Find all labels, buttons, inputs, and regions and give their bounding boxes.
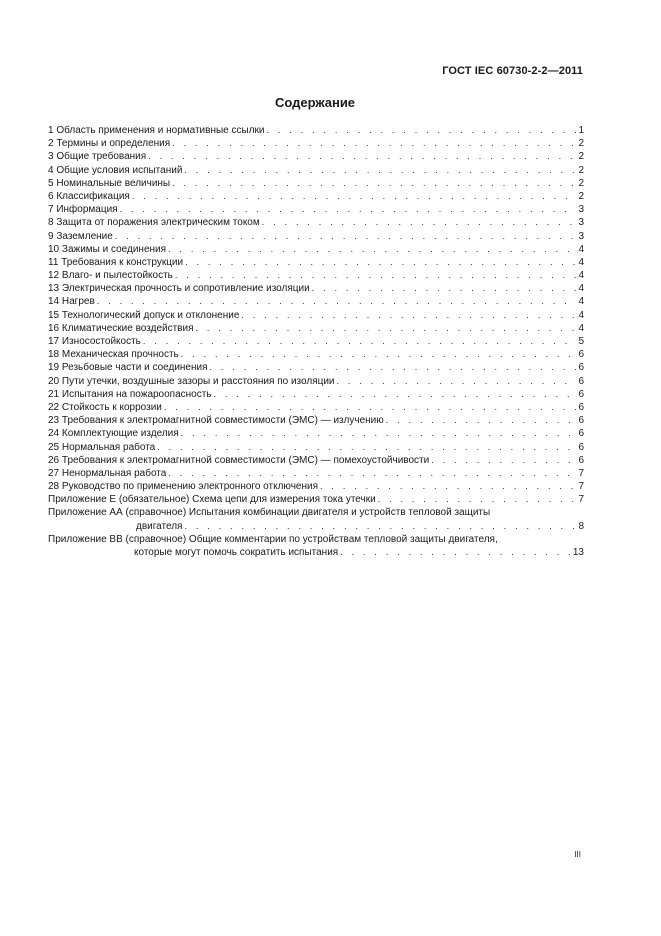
toc-entry-page: 6 xyxy=(578,349,584,361)
toc-entry[interactable] xyxy=(48,454,584,467)
toc-entry-page: 4 xyxy=(578,243,584,255)
toc-entry-text: 19 Резьбовые части и соединения xyxy=(48,362,208,374)
toc-entry[interactable] xyxy=(48,269,584,282)
toc-entry-page: 6 xyxy=(578,375,584,387)
toc-entry-text: 6 Классификация xyxy=(48,190,130,202)
toc-entry[interactable] xyxy=(48,348,584,361)
toc-entry[interactable] xyxy=(48,388,584,401)
toc-entry-page: 4 xyxy=(578,270,584,282)
toc-entry[interactable] xyxy=(48,216,584,229)
toc-entry-text: 7 Информация xyxy=(48,204,118,216)
toc-entry[interactable] xyxy=(48,203,584,216)
toc-entry-text: 15 Технологический допуск и отклонение xyxy=(48,309,240,321)
leader-dots xyxy=(97,295,577,308)
toc-annex-aa-line2[interactable] xyxy=(48,520,584,533)
leader-dots xyxy=(164,401,577,414)
leader-dots xyxy=(115,230,577,243)
toc-entry[interactable] xyxy=(48,467,584,480)
leader-dots xyxy=(143,335,577,348)
leader-dots xyxy=(378,493,577,506)
standard-designation: ГОСТ IEC 60730-2-2—2011 xyxy=(442,65,583,77)
leader-dots xyxy=(148,150,576,163)
toc-entry[interactable] xyxy=(48,441,584,454)
toc-entry[interactable] xyxy=(48,190,584,203)
toc-entry-text: 22 Стойкость к коррозии xyxy=(48,401,162,413)
toc-entry-text: 17 Износостойкость xyxy=(48,336,141,347)
leader-dots xyxy=(214,388,577,401)
leader-dots xyxy=(132,190,577,203)
leader-dots xyxy=(168,467,576,480)
toc-entry-text: 18 Механическая прочность xyxy=(48,349,179,361)
toc-entry-page: 3 xyxy=(578,230,584,242)
toc-entry[interactable] xyxy=(48,427,584,440)
leader-dots xyxy=(185,256,576,269)
leader-dots xyxy=(181,348,577,361)
toc-entry[interactable] xyxy=(48,230,584,243)
leader-dots xyxy=(312,282,577,295)
toc-entry[interactable] xyxy=(48,177,584,190)
toc-entry[interactable] xyxy=(48,414,584,427)
leader-dots xyxy=(184,164,576,177)
toc-entry[interactable] xyxy=(48,335,584,348)
toc-entry[interactable] xyxy=(48,493,584,506)
toc-entry-page: 3 xyxy=(578,204,584,216)
toc-entry-text: двигателя xyxy=(136,520,183,532)
toc-entry-page: 6 xyxy=(578,362,584,374)
leader-dots xyxy=(431,454,576,467)
page-number: III xyxy=(574,850,581,859)
toc-entry[interactable] xyxy=(48,164,584,177)
toc-entry[interactable] xyxy=(48,243,584,256)
toc-entry-page: 7 xyxy=(578,481,584,493)
leader-dots xyxy=(241,309,576,322)
leader-dots xyxy=(172,137,576,150)
toc-entry-text: 11 Требования к конструкции xyxy=(48,256,184,268)
toc-entry-page: 6 xyxy=(578,388,584,400)
toc-entry-text: 21 Испытания на пожароопасность xyxy=(48,388,212,400)
leader-dots xyxy=(181,427,577,440)
table-of-contents xyxy=(48,124,584,559)
page-title: Содержание xyxy=(274,95,356,110)
toc-entry-page: 1 xyxy=(578,125,584,136)
toc-entries xyxy=(48,124,584,506)
toc-entry-page: 2 xyxy=(578,177,584,189)
leader-dots xyxy=(175,269,577,282)
toc-entry-text: 23 Требования к электромагнитной совместимости (ЭМС) — излучению xyxy=(48,415,384,427)
toc-entry[interactable] xyxy=(48,309,584,322)
toc-entry-page: 2 xyxy=(578,164,584,176)
toc-entry-page: 13 xyxy=(572,547,584,558)
toc-entry-text: 27 Ненормальная работа xyxy=(48,467,167,479)
toc-entry[interactable] xyxy=(48,150,584,163)
toc-entry-text: Приложение Е (обязательное) Схема цепи для измерения тока утечки xyxy=(48,494,376,506)
toc-entry-text: 16 Климатические воздействия xyxy=(48,322,194,334)
toc-entry[interactable] xyxy=(48,295,584,308)
toc-entry-text: 24 Комплектующие изделия xyxy=(48,428,179,440)
toc-entry-page: 2 xyxy=(578,190,584,202)
toc-entry[interactable] xyxy=(48,282,584,295)
leader-dots xyxy=(266,124,576,137)
toc-entry-text: 1 Область применения и нормативные ссылки xyxy=(48,125,265,136)
toc-entry-page: 6 xyxy=(578,441,584,453)
toc-entry-page: 7 xyxy=(578,494,584,506)
toc-entry[interactable] xyxy=(48,361,584,374)
leader-dots xyxy=(184,520,576,533)
toc-entry-text: 25 Нормальная работа xyxy=(48,441,156,453)
leader-dots xyxy=(172,177,576,190)
toc-entry-text: 4 Общие условия испытаний xyxy=(48,164,183,176)
toc-entry-text: 9 Заземление xyxy=(48,230,113,242)
leader-dots xyxy=(168,243,576,256)
toc-entry[interactable] xyxy=(48,322,584,335)
toc-entry-page: 2 xyxy=(578,151,584,163)
toc-entry-text: 8 Защита от поражения электрическим током xyxy=(48,217,260,229)
toc-entry-text: 5 Номинальные величины xyxy=(48,177,171,189)
toc-entry[interactable] xyxy=(48,256,584,269)
leader-dots xyxy=(320,480,576,493)
toc-entry-page: 6 xyxy=(578,415,584,427)
toc-entry[interactable] xyxy=(48,137,584,150)
toc-entry-text: 12 Влаго- и пылестойкость xyxy=(48,270,173,282)
leader-dots xyxy=(196,322,577,335)
toc-entry-page: 4 xyxy=(578,256,584,268)
toc-annex-aa-line1: Приложение АА (справочное) Испытания комбинации двигателя и устройств тепловой защиты xyxy=(48,507,491,519)
toc-entry-text: 14 Нагрев xyxy=(48,296,95,308)
leader-dots xyxy=(157,441,576,454)
toc-entry-page: 7 xyxy=(578,467,584,479)
toc-entry-text: 2 Термины и определения xyxy=(48,138,171,150)
toc-entry-text: 26 Требования к электромагнитной совместимости (ЭМС) — помехоустойчивости xyxy=(48,454,430,466)
leader-dots xyxy=(337,375,577,388)
toc-entry-page: 4 xyxy=(578,296,584,308)
toc-entry-page: 4 xyxy=(578,309,584,321)
toc-entry-text: 10 Зажимы и соединения xyxy=(48,243,167,255)
toc-entry-page: 6 xyxy=(578,428,584,440)
toc-entry-text: 28 Руководство по применению электронного отключения xyxy=(48,481,319,493)
toc-entry-text: которые могут помочь сократить испытания xyxy=(134,547,339,558)
toc-entry-page: 4 xyxy=(578,283,584,295)
toc-annex-bb-line2[interactable] xyxy=(48,546,584,559)
toc-entry[interactable] xyxy=(48,375,584,388)
toc-entry-page: 2 xyxy=(578,138,584,150)
toc-entry[interactable] xyxy=(48,401,584,414)
toc-entry-page: 3 xyxy=(578,217,584,229)
toc-entry-page: 5 xyxy=(578,336,584,347)
leader-dots xyxy=(210,361,577,374)
toc-entry-page: 8 xyxy=(578,520,584,532)
toc-entry-page: 6 xyxy=(578,454,584,466)
toc-entry-text: 3 Общие требования xyxy=(48,151,147,163)
leader-dots xyxy=(262,216,577,229)
leader-dots xyxy=(120,203,577,216)
toc-entry-page: 4 xyxy=(578,322,584,334)
toc-entry-text: 13 Электрическая прочность и сопротивление изоляции xyxy=(48,283,310,295)
leader-dots xyxy=(340,546,571,559)
toc-entry[interactable] xyxy=(48,124,584,137)
toc-entry-page: 6 xyxy=(578,401,584,413)
toc-entry-text: 20 Пути утечки, воздушные зазоры и расстояния по изоляции xyxy=(48,375,335,387)
toc-annex-bb-line1: Приложение ВВ (справочное) Общие комментарии по устройствам тепловой защиты двигателя, xyxy=(48,533,498,545)
leader-dots xyxy=(386,414,577,427)
toc-entry[interactable] xyxy=(48,480,584,493)
